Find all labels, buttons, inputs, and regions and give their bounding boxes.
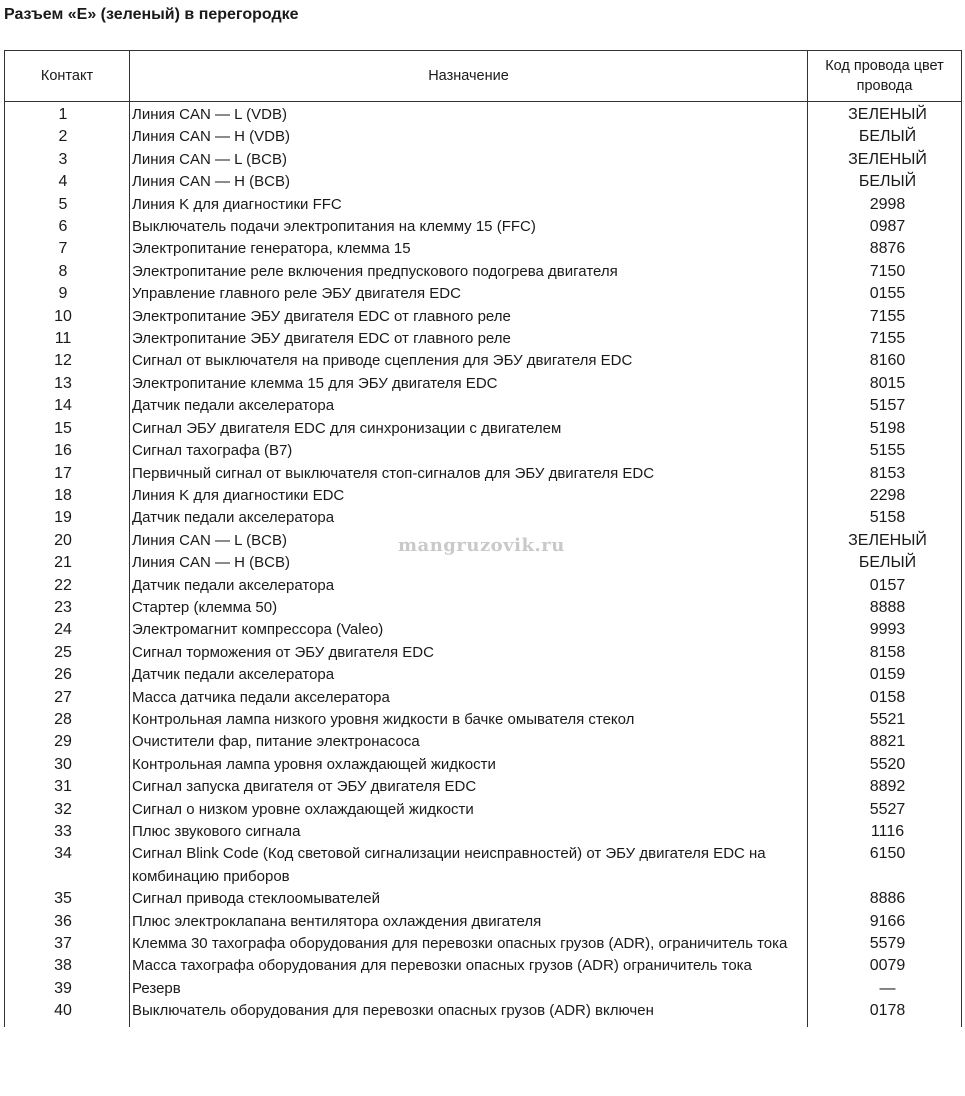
table-row — [5, 709, 962, 731]
purpose-cell: Выключатель оборудования для перевозки опасных грузов (ADR) включен — [130, 1000, 808, 1026]
table-row — [5, 597, 962, 619]
purpose-cell: Линия CAN — L (BCB) — [130, 149, 808, 171]
table-row — [5, 664, 962, 686]
purpose-cell: Очистители фар, питание электронасоса — [130, 731, 808, 753]
table-row — [5, 440, 962, 462]
pin-number-cell: 32 — [5, 799, 130, 821]
pin-number-cell: 3 — [5, 149, 130, 171]
purpose-cell: Электропитание ЭБУ двигателя EDC от главного реле — [130, 306, 808, 328]
table-row — [5, 171, 962, 193]
pin-number-cell: 9 — [5, 283, 130, 305]
purpose-cell: Сигнал Blink Code (Код световой сигнализации неисправностей) от ЭБУ двигателя EDC на комбинацию приборов — [130, 843, 808, 888]
wire-code-cell: 2298 — [808, 485, 962, 507]
table-row — [5, 575, 962, 597]
wire-code-cell: 0159 — [808, 664, 962, 686]
wire-code-cell: 5579 — [808, 933, 962, 955]
purpose-cell: Линия K для диагностики FFC — [130, 194, 808, 216]
purpose-cell: Электромагнит компрессора (Valeo) — [130, 619, 808, 641]
table-row — [5, 978, 962, 1000]
pin-number-cell: 2 — [5, 126, 130, 148]
purpose-cell: Стартер (клемма 50) — [130, 597, 808, 619]
table-row — [5, 642, 962, 664]
wire-code-cell: 7150 — [808, 261, 962, 283]
wire-code-cell: 8160 — [808, 350, 962, 372]
purpose-cell: Масса тахографа оборудования для перевозки опасных грузов (ADR) ограничитель тока — [130, 955, 808, 977]
wire-code-cell: 2998 — [808, 194, 962, 216]
watermark: mangruzovik.ru — [398, 535, 565, 556]
table-row — [5, 373, 962, 395]
wire-code-cell: 9166 — [808, 911, 962, 933]
wire-code-cell: 5521 — [808, 709, 962, 731]
pin-number-cell: 36 — [5, 911, 130, 933]
pin-number-cell: 10 — [5, 306, 130, 328]
wire-code-cell: 0157 — [808, 575, 962, 597]
pin-number-cell: 40 — [5, 1000, 130, 1026]
purpose-cell: Сигнал ЭБУ двигателя EDC для синхронизации с двигателем — [130, 418, 808, 440]
pin-number-cell: 28 — [5, 709, 130, 731]
pin-number-cell: 14 — [5, 395, 130, 417]
wire-code-cell: 8153 — [808, 463, 962, 485]
wire-code-cell: 8888 — [808, 597, 962, 619]
table-row — [5, 350, 962, 372]
wire-code-cell: 9993 — [808, 619, 962, 641]
purpose-cell: Сигнал торможения от ЭБУ двигателя EDC — [130, 642, 808, 664]
purpose-column-header: Назначение — [130, 51, 808, 102]
table-row — [5, 194, 962, 216]
wire-code-cell: — — [808, 978, 962, 1000]
purpose-cell: Электропитание генератора, клемма 15 — [130, 238, 808, 260]
pin-number-cell: 31 — [5, 776, 130, 798]
purpose-cell: Электропитание реле включения предпускового подогрева двигателя — [130, 261, 808, 283]
pin-number-cell: 23 — [5, 597, 130, 619]
pin-number-cell: 38 — [5, 955, 130, 977]
pin-number-cell: 35 — [5, 888, 130, 910]
wire-code-cell: ЗЕЛЕНЫЙ — [808, 530, 962, 552]
pin-number-cell: 39 — [5, 978, 130, 1000]
purpose-cell: Электропитание клемма 15 для ЭБУ двигателя EDC — [130, 373, 808, 395]
purpose-cell: Управление главного реле ЭБУ двигателя EDC — [130, 283, 808, 305]
purpose-cell: Линия CAN — H (VDB) — [130, 126, 808, 148]
table-row — [5, 821, 962, 843]
table-row — [5, 911, 962, 933]
purpose-cell: Линия CAN — L (BCB) — [130, 530, 808, 552]
wire-code-cell: 5158 — [808, 507, 962, 529]
table-row — [5, 418, 962, 440]
wire-code-cell: 1116 — [808, 821, 962, 843]
purpose-cell: Сигнал привода стеклоомывателей — [130, 888, 808, 910]
pin-number-cell: 29 — [5, 731, 130, 753]
table-row — [5, 485, 962, 507]
wire-code-cell: 0155 — [808, 283, 962, 305]
table-header-row — [5, 51, 962, 102]
table-row — [5, 619, 962, 641]
purpose-cell: Линия CAN — H (BCB) — [130, 171, 808, 193]
purpose-cell: Сигнал тахографа (B7) — [130, 440, 808, 462]
wire-code-cell: ЗЕЛЕНЫЙ — [808, 149, 962, 171]
table-row — [5, 955, 962, 977]
pin-number-cell: 11 — [5, 328, 130, 350]
wire-code-cell: БЕЛЫЙ — [808, 126, 962, 148]
purpose-cell: Датчик педали акселератора — [130, 575, 808, 597]
purpose-cell: Первичный сигнал от выключателя стоп-сигналов для ЭБУ двигателя EDC — [130, 463, 808, 485]
table-row — [5, 1000, 962, 1026]
pin-number-cell: 27 — [5, 687, 130, 709]
wire-code-cell: 8158 — [808, 642, 962, 664]
table-row — [5, 754, 962, 776]
pin-number-cell: 24 — [5, 619, 130, 641]
wire-code-cell: 8821 — [808, 731, 962, 753]
wire-code-cell: БЕЛЫЙ — [808, 552, 962, 574]
pin-number-cell: 12 — [5, 350, 130, 372]
table-row — [5, 395, 962, 417]
pin-number-cell: 30 — [5, 754, 130, 776]
purpose-cell: Линия CAN — L (VDB) — [130, 102, 808, 127]
table-row — [5, 328, 962, 350]
table-row — [5, 507, 962, 529]
table-row — [5, 283, 962, 305]
wire-code-cell: ЗЕЛЕНЫЙ — [808, 102, 962, 127]
wire-code-cell: 6150 — [808, 843, 962, 888]
pin-number-cell: 17 — [5, 463, 130, 485]
wire-code-cell: 0079 — [808, 955, 962, 977]
pin-number-cell: 25 — [5, 642, 130, 664]
table-row — [5, 799, 962, 821]
wire-code-cell: 7155 — [808, 306, 962, 328]
pin-number-cell: 37 — [5, 933, 130, 955]
table-row — [5, 933, 962, 955]
table-row — [5, 463, 962, 485]
purpose-cell: Сигнал запуска двигателя от ЭБУ двигателя EDC — [130, 776, 808, 798]
wire-code-cell: 8886 — [808, 888, 962, 910]
pin-number-cell: 26 — [5, 664, 130, 686]
pin-number-cell: 8 — [5, 261, 130, 283]
wire-code-cell: 0178 — [808, 1000, 962, 1026]
wire-code-cell: 5155 — [808, 440, 962, 462]
wire-code-cell: 7155 — [808, 328, 962, 350]
table-row — [5, 102, 962, 127]
table-row — [5, 306, 962, 328]
table-row — [5, 731, 962, 753]
wire-code-cell: 8876 — [808, 238, 962, 260]
pin-number-cell: 4 — [5, 171, 130, 193]
purpose-cell: Линия CAN — H (BCB) — [130, 552, 808, 574]
table-row — [5, 888, 962, 910]
wire-code-cell: 5527 — [808, 799, 962, 821]
pin-number-cell: 21 — [5, 552, 130, 574]
purpose-cell: Сигнал о низком уровне охлаждающей жидкости — [130, 799, 808, 821]
page-title: Разъем «E» (зеленый) в перегородке — [4, 6, 299, 23]
pin-number-cell: 20 — [5, 530, 130, 552]
purpose-cell: Датчик педали акселератора — [130, 507, 808, 529]
wire-code-cell: 0987 — [808, 216, 962, 238]
purpose-cell: Контрольная лампа уровня охлаждающей жидкости — [130, 754, 808, 776]
purpose-cell: Плюс звукового сигнала — [130, 821, 808, 843]
pin-number-cell: 15 — [5, 418, 130, 440]
table-row — [5, 149, 962, 171]
pin-number-cell: 18 — [5, 485, 130, 507]
purpose-cell: Выключатель подачи электропитания на клемму 15 (FFC) — [130, 216, 808, 238]
purpose-cell: Датчик педали акселератора — [130, 664, 808, 686]
table-row — [5, 687, 962, 709]
purpose-cell: Резерв — [130, 978, 808, 1000]
pin-number-cell: 1 — [5, 102, 130, 127]
purpose-cell: Контрольная лампа низкого уровня жидкости в бачке омывателя стекол — [130, 709, 808, 731]
table-row — [5, 261, 962, 283]
pin-number-cell: 33 — [5, 821, 130, 843]
pin-number-cell: 19 — [5, 507, 130, 529]
purpose-cell: Масса датчика педали акселератора — [130, 687, 808, 709]
table-body — [5, 102, 962, 1027]
wire-code-cell: БЕЛЫЙ — [808, 171, 962, 193]
pin-number-cell: 34 — [5, 843, 130, 888]
contact-column-header: Контакт — [5, 51, 130, 102]
purpose-cell: Сигнал от выключателя на приводе сцепления для ЭБУ двигателя EDC — [130, 350, 808, 372]
table-row — [5, 216, 962, 238]
table-row — [5, 776, 962, 798]
wire-code-cell: 0158 — [808, 687, 962, 709]
pin-number-cell: 16 — [5, 440, 130, 462]
table-row — [5, 843, 962, 888]
pin-number-cell: 5 — [5, 194, 130, 216]
wire-code-cell: 5520 — [808, 754, 962, 776]
purpose-cell: Электропитание ЭБУ двигателя EDC от главного реле — [130, 328, 808, 350]
pin-number-cell: 7 — [5, 238, 130, 260]
purpose-cell: Линия K для диагностики EDC — [130, 485, 808, 507]
table-row — [5, 238, 962, 260]
wire-code-cell: 8015 — [808, 373, 962, 395]
wire-code-cell: 8892 — [808, 776, 962, 798]
purpose-cell: Плюс электроклапана вентилятора охлаждения двигателя — [130, 911, 808, 933]
table-row — [5, 126, 962, 148]
wire-code-cell: 5157 — [808, 395, 962, 417]
wire-code-cell: 5198 — [808, 418, 962, 440]
pin-number-cell: 6 — [5, 216, 130, 238]
purpose-cell: Датчик педали акселератора — [130, 395, 808, 417]
purpose-cell: Клемма 30 тахографа оборудования для перевозки опасных грузов (ADR), ограничитель тока — [130, 933, 808, 955]
wire-code-column-header: Код провода цвет провода — [808, 51, 962, 102]
pin-number-cell: 13 — [5, 373, 130, 395]
pin-number-cell: 22 — [5, 575, 130, 597]
